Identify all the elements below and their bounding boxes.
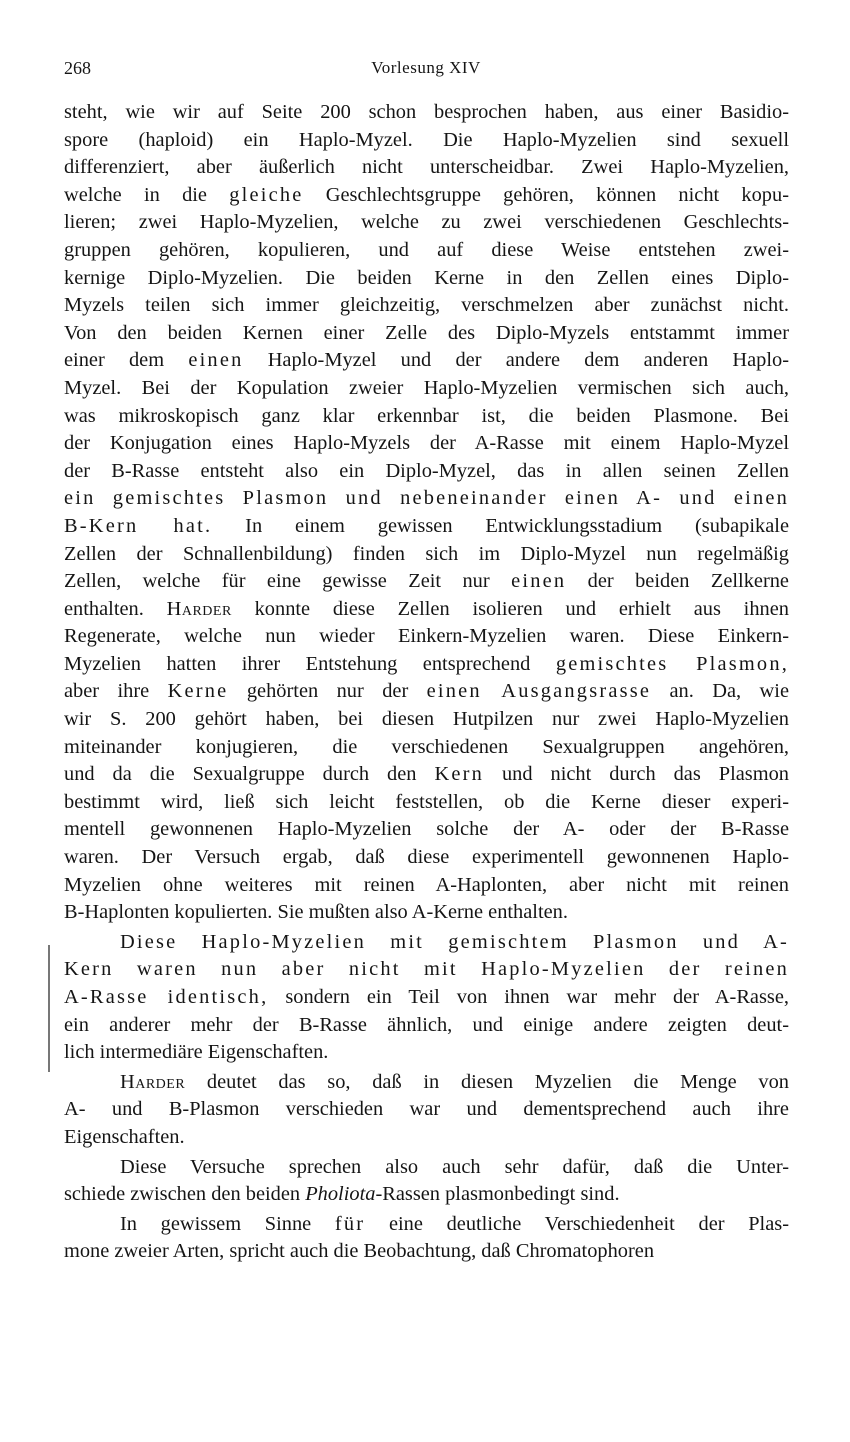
text-line [64, 956, 789, 984]
paragraph [64, 99, 789, 927]
text-segment: aber ihre [64, 680, 168, 703]
running-head [64, 58, 788, 80]
text-line [64, 209, 789, 237]
text-line [64, 292, 789, 320]
text-segment: deutet das so, daß in diesen Myzelien die Menge von [185, 1070, 789, 1093]
text-line [64, 596, 789, 624]
text-line [64, 899, 789, 927]
text-segment: welche in die [64, 183, 230, 206]
running-title: Vorlesung XIV [371, 58, 481, 77]
emphasis-text: einen [188, 349, 244, 372]
author-name: Harder [166, 597, 232, 620]
text-line [64, 320, 789, 348]
text-segment: differenziert, aber äußerlich nicht unterscheidbar. Zwei Haplo-Myzelien, [64, 156, 789, 179]
paragraph [64, 1069, 789, 1152]
text-line [64, 182, 789, 210]
emphasis-text: einen Ausgangsrasse [426, 680, 652, 703]
text-segment: Geschlechtsgruppe gehören, können nicht kopu- [303, 183, 789, 206]
text-line [64, 403, 789, 431]
text-line [64, 1154, 789, 1182]
text-segment: Myzel. Bei der Kopulation zweier Haplo-Myzelien vermischen sich auch, [64, 376, 789, 399]
text-line [64, 706, 789, 734]
text-segment: Myzels teilen sich immer gleichzeitig, verschmelzen aber zunächst nicht. [64, 294, 789, 317]
text-segment: lich intermediäre Eigenschaften. [64, 1041, 329, 1064]
paragraph [64, 1154, 789, 1209]
text-segment: enthalten. [64, 597, 167, 620]
emphasis-text: gleiche [229, 183, 304, 206]
text-line [64, 1069, 789, 1097]
page-number: 268 [64, 58, 91, 78]
text-line [64, 485, 789, 513]
text-segment: Haplo-Myzel und der andere dem anderen Haplo- [243, 349, 789, 372]
text-line [64, 984, 789, 1012]
text-line [64, 375, 789, 403]
text-segment: In gewissem Sinne [120, 1212, 335, 1235]
text-line [64, 430, 789, 458]
text-segment: mentell gewonnenen Haplo-Myzelien solche der A- oder der B-Rasse [64, 818, 789, 841]
text-segment: eine deutliche Verschiedenheit der Plas- [365, 1212, 789, 1235]
text-line [64, 154, 789, 182]
text-segment: an. Da, wie [651, 680, 789, 703]
text-line [64, 99, 789, 127]
author-name: Harder [120, 1070, 186, 1093]
text-segment: Zellen der Schnallenbildung) finden sich im Diplo-Myzel nun regelmäßig [64, 542, 789, 565]
text-line [64, 1039, 789, 1067]
body-text [64, 99, 789, 1266]
text-line [64, 1211, 789, 1239]
emphasis-text: A-Rasse identisch, [64, 986, 269, 1008]
text-line [64, 844, 789, 872]
text-segment: miteinander konjugieren, die verschiedenen Sexualgruppen angehören, [64, 735, 789, 758]
text-segment: ein anderer mehr der B-Rasse ähnlich, und einige andere zeigten deut- [64, 1013, 789, 1036]
text-segment: was mikroskopisch ganz klar erkennbar ist, die beiden Plasmone. Bei [64, 404, 789, 427]
text-segment: wir S. 200 gehört haben, bei diesen Hutpilzen nur zwei Haplo-Myzelien [64, 708, 789, 731]
text-segment: der Konjugation eines Haplo-Myzels der A-Rasse mit einem Haplo-Myzel [64, 432, 789, 455]
margin-rule [48, 945, 50, 1072]
text-line [64, 1096, 789, 1124]
text-line [64, 568, 789, 596]
text-line [64, 1181, 789, 1209]
text-segment: A- und B-Plasmon verschieden war und dementsprechend auch ihre [64, 1098, 789, 1121]
text-segment: Myzelien ohne weiteres mit reinen A-Haplonten, aber nicht mit reinen [64, 873, 789, 896]
text-segment: waren. Der Versuch ergab, daß diese experimentell gewonnenen Haplo- [64, 846, 789, 869]
genus-name: Pholiota [305, 1183, 376, 1206]
emphasis-text: für [334, 1212, 366, 1235]
emphasis-text: Kern [434, 763, 485, 786]
text-line [64, 761, 789, 789]
emphasis-text: gemischtes Plasmon, [555, 652, 790, 675]
text-segment: und nicht durch das Plasmon [484, 763, 789, 786]
paragraph [64, 929, 789, 1067]
text-segment: Diese Versuche sprechen also auch sehr dafür, daß die Unter- [120, 1155, 789, 1178]
text-segment: -Rassen plasmonbedingt sind. [375, 1183, 620, 1206]
text-segment: Zellen, welche für eine gewisse Zeit nur [64, 570, 512, 593]
text-line [64, 1124, 789, 1152]
text-line [64, 623, 789, 651]
emphasis-text: einen [511, 570, 567, 593]
emphasis-text: Kerne [167, 680, 229, 703]
text-segment: konnte diese Zellen isolieren und erhielt aus ihnen [231, 597, 789, 620]
emphasis-text: ein gemischtes Plasmon und nebeneinander einen A- und einen [64, 487, 789, 510]
text-line [64, 347, 789, 375]
text-line [64, 237, 789, 265]
text-segment: Regenerate, welche nun wieder Einkern-Myzelien waren. Diese Einkern- [64, 625, 789, 648]
text-segment: In einem gewissen Entwicklungsstadium (subapikale [212, 514, 789, 537]
text-segment: mone zweier Arten, spricht auch die Beobachtung, daß Chromatophoren [64, 1240, 655, 1263]
text-line [64, 816, 789, 844]
text-segment: Von den beiden Kernen einer Zelle des Diplo-Myzels entstammt immer [64, 321, 789, 344]
text-line [64, 678, 789, 706]
text-segment: bestimmt wird, ließ sich leicht feststellen, ob die Kerne dieser experi- [64, 790, 789, 813]
text-segment: einer dem [64, 349, 189, 372]
text-line [64, 513, 789, 541]
text-line [64, 265, 789, 293]
text-line [64, 1238, 789, 1266]
text-line [64, 127, 789, 155]
text-segment: lieren; zwei Haplo-Myzelien, welche zu zwei verschiedenen Geschlechts- [64, 211, 789, 234]
text-segment: sondern ein Teil von ihnen war mehr der A-Rasse, [268, 986, 790, 1008]
text-segment: Myzelien hatten ihrer Entstehung entsprechend [64, 652, 556, 675]
text-line [64, 1012, 789, 1040]
emphasis-text: Diese Haplo-Myzelien mit gemischtem Plasmon und A- [120, 930, 789, 953]
paragraph [64, 1211, 789, 1266]
text-line [64, 789, 789, 817]
text-segment: gehörten nur der [228, 680, 427, 703]
text-segment: gruppen gehören, kopulieren, und auf diese Weise entstehen zwei- [64, 238, 789, 261]
text-line [64, 458, 789, 486]
text-segment: der beiden Zellkerne [566, 570, 789, 593]
text-line [64, 872, 789, 900]
text-line [64, 734, 789, 762]
text-segment: der B-Rasse entsteht also ein Diplo-Myzel, das in allen seinen Zellen [64, 459, 789, 482]
text-line [64, 541, 789, 569]
text-segment: B-Haplonten kopulierten. Sie mußten also A-Kerne enthalten. [64, 901, 568, 924]
text-segment: und da die Sexualgruppe durch den [64, 763, 435, 786]
text-segment: steht, wie wir auf Seite 200 schon besprochen haben, aus einer Basidio- [64, 101, 789, 123]
text-segment: schiede zwischen den beiden [64, 1183, 306, 1206]
emphasis-text: B-Kern hat. [64, 514, 213, 537]
text-line [64, 929, 789, 957]
text-segment: kernige Diplo-Myzelien. Die beiden Kerne in den Zellen eines Diplo- [64, 266, 789, 289]
emphasis-text: Kern waren nun aber nicht mit Haplo-Myzelien der reinen [64, 958, 789, 981]
text-line [64, 651, 789, 679]
text-segment: spore (haploid) ein Haplo-Myzel. Die Haplo-Myzelien sind sexuell [64, 128, 789, 151]
text-segment: Eigenschaften. [64, 1125, 185, 1148]
